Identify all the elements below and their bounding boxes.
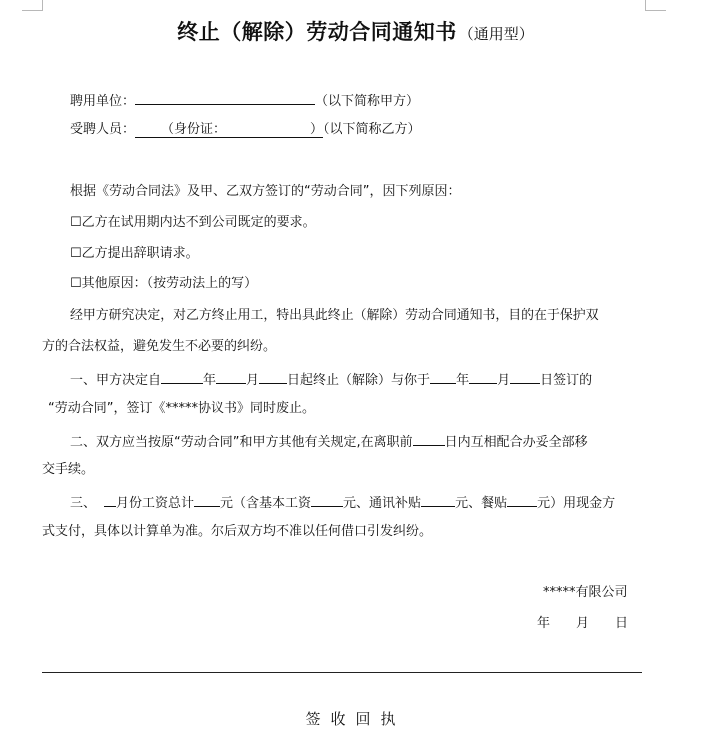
title-subtitle: （通用型） [458, 25, 534, 43]
meal-allowance-blank[interactable] [507, 492, 537, 507]
item-two-suffix: 日内互相配合办妥全部移 [444, 435, 588, 450]
title-main: 终止（解除）劳动合同通知书 [177, 20, 457, 44]
employer-label: 聘用单位： [70, 94, 136, 109]
salary-month-blank[interactable] [104, 492, 116, 507]
reason-resignation-checkbox[interactable]: ☐乙方提出辞职请求。 [70, 246, 199, 261]
sign-month-blank[interactable] [469, 369, 497, 384]
item-three-line2: 式支付，具体以计算单为准。尔后双方均不准以任何借口引发纠纷。 [42, 524, 433, 539]
employer-suffix: （以下简称甲方） [315, 94, 420, 109]
item-two-line1 [70, 431, 588, 452]
item-three-prefix: 三、 [70, 496, 97, 511]
receipt-title: 签收回执 [305, 710, 406, 728]
sign-day-text: 日签订的 [540, 373, 593, 388]
date-line: 年 月 日 [537, 616, 629, 631]
sign-month-label: 月 [497, 373, 511, 388]
employee-suffix: （以下简称乙方） [323, 122, 421, 137]
item-one-prefix: 一、甲方决定自 [70, 373, 162, 388]
company-name: *****有限公司 [543, 585, 628, 600]
employer-line [70, 90, 419, 111]
item-two-line2: 交手续。 [42, 462, 95, 477]
end-day-text: 日起终止（解除）与你于 [287, 373, 431, 388]
base-salary-blank[interactable] [311, 492, 343, 507]
intro-text: 根据《劳动合同法》及甲、乙双方签订的“劳动合同”，因下列原因： [70, 184, 461, 199]
base-salary-label: 元、通讯补贴 [343, 496, 422, 511]
end-day-blank[interactable] [259, 369, 287, 384]
end-year-blank[interactable] [161, 369, 203, 384]
id-label: （身份证： [161, 122, 227, 137]
employer-blank[interactable] [135, 90, 315, 105]
document-title [0, 16, 711, 46]
meal-allowance-label: 元）用现金方 [537, 496, 616, 511]
salary-month-label: 月份工资总计 [116, 496, 195, 511]
item-three-line1 [70, 492, 615, 513]
sign-year-label: 年 [456, 373, 470, 388]
end-month-label: 月 [246, 373, 260, 388]
employee-name-blank[interactable] [135, 122, 323, 138]
reason-probation-checkbox[interactable]: ☐乙方在试用期内达不到公司既定的要求。 [70, 215, 316, 230]
end-month-blank[interactable] [216, 369, 246, 384]
comm-allowance-label: 元、餐贴 [455, 496, 508, 511]
item-two-prefix: 二、双方应当按原“劳动合同”和甲方其他有关规定,在离职前 [70, 435, 413, 450]
section-divider [42, 672, 642, 673]
days-blank[interactable] [413, 431, 445, 446]
id-close: ） [310, 122, 324, 137]
salary-total-blank[interactable] [194, 492, 220, 507]
sign-day-blank[interactable] [510, 369, 540, 384]
margin-corner-right [645, 0, 666, 11]
end-year-label: 年 [203, 373, 217, 388]
employee-label: 受聘人员： [70, 122, 136, 137]
paragraph-decision-line1: 经甲方研究决定，对乙方终止用工，特出具此终止（解除）劳动合同通知书，目的在于保护双 [70, 308, 599, 323]
salary-total-label: 元（含基本工资 [220, 496, 312, 511]
employee-line [70, 121, 421, 139]
paragraph-decision-line2: 方的合法权益，避免发生不必要的纠纷。 [42, 339, 277, 354]
reason-other-checkbox[interactable]: ☐其他原因：（按劳动法上的写） [70, 276, 258, 291]
margin-corner-left [22, 0, 43, 11]
comm-allowance-blank[interactable] [421, 492, 455, 507]
item-one-line1 [70, 369, 592, 390]
item-one-line2: “劳动合同”，签订《*****协议书》同时废止。 [48, 401, 315, 416]
sign-year-blank[interactable] [430, 369, 456, 384]
